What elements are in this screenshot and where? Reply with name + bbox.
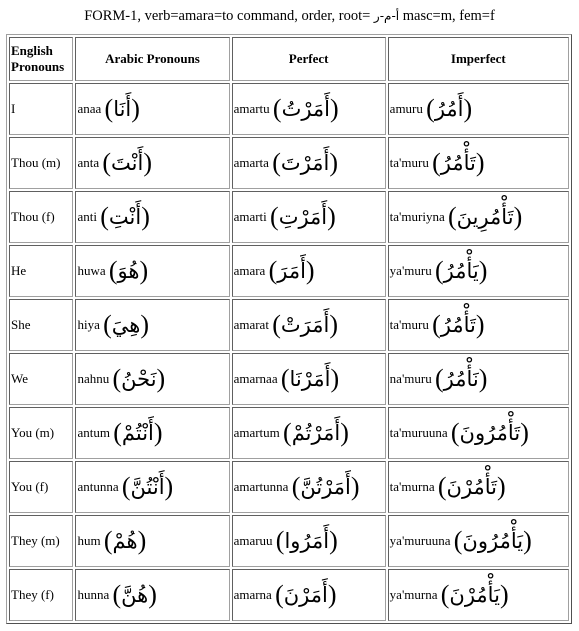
header-english-pronouns: English Pronouns: [9, 37, 73, 81]
header-imperfect: Imperfect: [388, 37, 569, 81]
imperfect-arabic: يَأْمُرْنَ: [449, 583, 500, 607]
title-suffix: masc=m, fem=f: [399, 8, 495, 24]
arabic-pronoun-transliteration: nahnu: [77, 371, 110, 386]
imperfect-cell: ya'murna (يَأْمُرْنَ): [388, 569, 569, 621]
english-pronoun-cell: Thou (m): [9, 137, 73, 189]
arabic-pronoun-cell: hum (هُمْ): [75, 515, 229, 567]
arabic-pronoun-transliteration: antunna: [77, 479, 119, 494]
perfect-transliteration: amarti: [233, 209, 267, 224]
imperfect-transliteration: ya'muruuna: [389, 533, 451, 548]
table-row: [9, 245, 569, 297]
perfect-transliteration: amara: [233, 263, 266, 278]
arabic-pronoun-cell: huwa (هُوَ): [75, 245, 229, 297]
table-row: [9, 299, 569, 351]
arabic-pronoun-cell: hiya (هِيَ): [75, 299, 229, 351]
imperfect-arabic: يَأْمُرُ: [443, 259, 479, 283]
header-perfect: Perfect: [232, 37, 386, 81]
imperfect-arabic: يَأْمُرُونَ: [462, 529, 524, 553]
imperfect-arabic: أَمُرُ: [434, 97, 464, 121]
perfect-cell: amarna (أَمَرْنَ): [232, 569, 386, 621]
table-body: [9, 83, 569, 621]
perfect-cell: amarat (أَمَرَتْ): [232, 299, 386, 351]
arabic-pronoun-transliteration: antum: [77, 425, 110, 440]
imperfect-cell: na'muru (نَأْمُرُ): [388, 353, 569, 405]
table-row: [9, 461, 569, 513]
imperfect-transliteration: ta'muru: [389, 317, 429, 332]
perfect-arabic: أَمَرُوا: [284, 529, 330, 553]
arabic-pronoun-cell: hunna (هُنَّ): [75, 569, 229, 621]
arabic-pronoun-arabic: أَنْتَ: [111, 151, 144, 175]
imperfect-arabic: تَأْمُرُونَ: [459, 421, 521, 445]
arabic-pronoun-cell: anaa (أَنَا): [75, 83, 229, 135]
header-arabic-pronouns: Arabic Pronouns: [75, 37, 229, 81]
header-row: [9, 37, 569, 81]
arabic-pronoun-arabic: نَحْنُ: [121, 367, 157, 391]
perfect-cell: amarti (أَمَرْتِ): [232, 191, 386, 243]
perfect-cell: amartum (أَمَرْتُمْ): [232, 407, 386, 459]
english-pronoun-cell: They (m): [9, 515, 73, 567]
arabic-pronoun-arabic: هُمْ: [112, 529, 138, 553]
perfect-arabic: أَمَرْتُنَّ: [300, 475, 351, 499]
table-row: [9, 83, 569, 135]
arabic-pronoun-cell: antunna (أَنْتُنَّ): [75, 461, 229, 513]
imperfect-cell: ta'muruuna (تَأْمُرُونَ): [388, 407, 569, 459]
imperfect-cell: ta'murna (تَأْمُرْنَ): [388, 461, 569, 513]
imperfect-cell: ya'muru (يَأْمُرُ): [388, 245, 569, 297]
arabic-pronoun-arabic: أَنْتُمْ: [121, 421, 154, 445]
arabic-pronoun-transliteration: anti: [77, 209, 97, 224]
perfect-transliteration: amarnaa: [233, 371, 278, 386]
perfect-transliteration: amarat: [233, 317, 269, 332]
arabic-pronoun-arabic: هِيَ: [111, 313, 141, 337]
arabic-pronoun-transliteration: anta: [77, 155, 100, 170]
perfect-transliteration: amartu: [233, 101, 270, 116]
imperfect-transliteration: ta'muruuna: [389, 425, 448, 440]
imperfect-cell: ya'muruuna (يَأْمُرُونَ): [388, 515, 569, 567]
imperfect-arabic: تَأْمُرِينَ: [456, 205, 514, 229]
perfect-transliteration: amarna: [233, 587, 272, 602]
title-prefix: FORM-1, verb=amara=to command, order, root=: [84, 8, 374, 24]
arabic-pronoun-transliteration: hunna: [77, 587, 110, 602]
arabic-pronoun-transliteration: anaa: [77, 101, 102, 116]
imperfect-arabic: تَأْمُرْنَ: [446, 475, 498, 499]
perfect-arabic: أَمَرَتْ: [280, 313, 330, 337]
table-row: [9, 137, 569, 189]
perfect-transliteration: amartum: [233, 425, 280, 440]
imperfect-cell: ta'muru (تَأْمُرُ): [388, 299, 569, 351]
arabic-pronoun-cell: nahnu (نَحْنُ): [75, 353, 229, 405]
perfect-transliteration: amaruu: [233, 533, 273, 548]
imperfect-transliteration: na'muru: [389, 371, 432, 386]
arabic-pronoun-transliteration: huwa: [77, 263, 106, 278]
perfect-arabic: أَمَرْنَا: [289, 367, 331, 391]
imperfect-transliteration: ta'murna: [389, 479, 435, 494]
page-title: [0, 7, 579, 25]
perfect-arabic: أَمَرَ: [277, 259, 306, 283]
arabic-pronoun-transliteration: hum: [77, 533, 101, 548]
arabic-pronoun-cell: anta (أَنْتَ): [75, 137, 229, 189]
imperfect-cell: amuru (أَمُرُ): [388, 83, 569, 135]
imperfect-transliteration: ya'murna: [389, 587, 438, 602]
arabic-pronoun-cell: antum (أَنْتُمْ): [75, 407, 229, 459]
table-row: [9, 515, 569, 567]
perfect-transliteration: amarta: [233, 155, 269, 170]
imperfect-transliteration: ta'muru: [389, 155, 429, 170]
perfect-cell: amartunna (أَمَرْتُنَّ): [232, 461, 386, 513]
english-pronoun-cell: You (f): [9, 461, 73, 513]
english-pronoun-cell: She: [9, 299, 73, 351]
conjugation-table: [6, 34, 572, 624]
arabic-pronoun-arabic: هُوَ: [117, 259, 140, 283]
english-pronoun-cell: He: [9, 245, 73, 297]
arabic-pronoun-arabic: أَنْتِ: [108, 205, 142, 229]
table-row: [9, 569, 569, 621]
imperfect-cell: ta'muru (تَأْمُرُ): [388, 137, 569, 189]
perfect-arabic: أَمَرْتَ: [280, 151, 330, 175]
perfect-cell: amartu (أَمَرْتُ): [232, 83, 386, 135]
imperfect-arabic: تَأْمُرُ: [440, 313, 476, 337]
arabic-pronoun-arabic: أَنْتُنَّ: [130, 475, 165, 499]
table-row: [9, 353, 569, 405]
perfect-arabic: أَمَرْنَ: [283, 583, 328, 607]
perfect-transliteration: amartunna: [233, 479, 289, 494]
perfect-cell: amarnaa (أَمَرْنَا): [232, 353, 386, 405]
perfect-arabic: أَمَرْتُمْ: [291, 421, 341, 445]
perfect-cell: amarta (أَمَرْتَ): [232, 137, 386, 189]
perfect-arabic: أَمَرْتُ: [281, 97, 331, 121]
perfect-arabic: أَمَرْتِ: [278, 205, 328, 229]
english-pronoun-cell: I: [9, 83, 73, 135]
imperfect-transliteration: amuru: [389, 101, 423, 116]
imperfect-cell: ta'muriyna (تَأْمُرِينَ): [388, 191, 569, 243]
imperfect-arabic: نَأْمُرُ: [443, 367, 479, 391]
english-pronoun-cell: Thou (f): [9, 191, 73, 243]
english-pronoun-cell: They (f): [9, 569, 73, 621]
arabic-pronoun-arabic: هُنَّ: [121, 583, 149, 607]
english-pronoun-cell: You (m): [9, 407, 73, 459]
imperfect-transliteration: ya'muru: [389, 263, 432, 278]
table-row: [9, 407, 569, 459]
title-root-arabic: أ-م-ر: [373, 9, 400, 23]
imperfect-transliteration: ta'muriyna: [389, 209, 445, 224]
perfect-cell: amara (أَمَرَ): [232, 245, 386, 297]
imperfect-arabic: تَأْمُرُ: [440, 151, 476, 175]
arabic-pronoun-transliteration: hiya: [77, 317, 100, 332]
english-pronoun-cell: We: [9, 353, 73, 405]
arabic-pronoun-cell: anti (أَنْتِ): [75, 191, 229, 243]
perfect-cell: amaruu (أَمَرُوا): [232, 515, 386, 567]
table-row: [9, 191, 569, 243]
arabic-pronoun-arabic: أَنَا: [113, 97, 132, 121]
